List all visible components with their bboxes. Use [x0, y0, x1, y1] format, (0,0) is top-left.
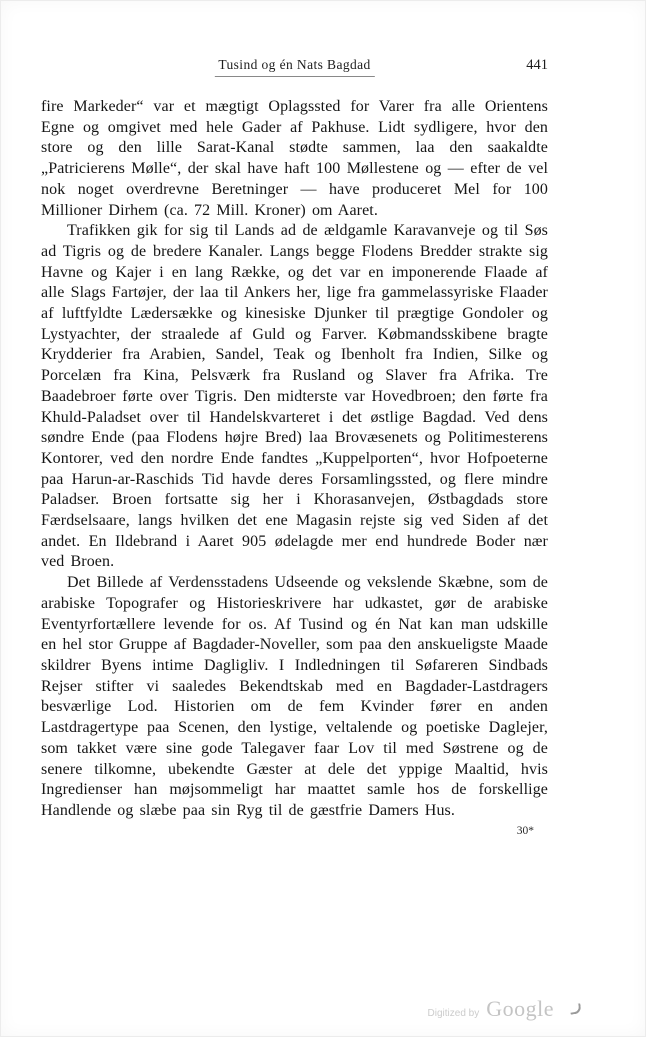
- paragraph-continuation: fire Markeder“ var et mægtigt Oplagssted for Varer fra alle Orientens Egne og omgivet med hele Gader af Pakhuse. Lidt sydligere, hvor den store og den lille Sarat-Kanal stødte sammen, laa den saakaldte „Patricierens Mølle“, der skal have haft 100 Møllestene og — efter de vel nok noget overdrevne Beretninger — have produceret Mel for 100 Millioner Dirhem (ca. 72 Mill. Kroner) om Aaret.: [41, 98, 548, 219]
- paragraph-stories: Det Billede af Verdensstadens Udseende og vekslende Skæbne, som de arabiske Topografer og Historieskrivere har udkastet, gør de arabiske Eventyrfortællere levende for os. Af Tusind og én Nat kan man udskille en hel stor Gruppe af Bagdader-Noveller, som paa den anskueligste Maade skildrer Byens intime Dagligliv. I Indledningen til Søfareren Sindbads Rejser stifter vi saaledes Bekendtskab med en Bagdader-Lastdragers besværlige Lod. Historien om de fem Kvinder fører en anden Lastdragertype paa Scenen, den lystige, veltalende og poetiske Daglejer, som takket være sine gode Talegaver faar Lov til med Søstrene og de senere tilkomne, ubekendte Gæster at dele det yppige Maaltid, hvis Ingredienser han møjsommeligt har maattet samle hos de forskellige Handlende og slæbe paa sin Ryg til de gæstfrie Damers Hus.: [41, 574, 548, 819]
- page-body: [41, 97, 548, 837]
- signature-mark: 30*: [516, 824, 534, 837]
- digitized-by-label: Digitized by: [427, 1008, 480, 1019]
- watermark: [428, 996, 581, 1022]
- google-logo: Google: [486, 996, 554, 1021]
- text-column: [41, 57, 548, 837]
- page-number: 441: [526, 57, 548, 73]
- paragraph-traffic: Trafikken gik for sig til Lands ad de ældgamle Karavanveje og til Søs ad Tigris og de bredere Kanaler. Langs begge Flodens Bredder strakte sig Havne og Kajer i en lang Række, og det var en imponerende Flaade af alle Slags Fartøjer, der laa til Ankers her, lige fra gammelassyriske Flaader af luftfyldte Lædersække og kinesiske Djunker til prægtige Gondoler og Lystyachter, der straalede af Guld og Farver. Købmandsskibene bragte Krydderier fra Arabien, Sandel, Teak og Ibenholt fra Indien, Silke og Porcelæn fra Kina, Pelsværk fra Rusland og Slaver fra Afrika. Tre Baadebroer førte over Tigris. Den midterste var Hovedbroen; den førte fra Khuld-Paladset over til Handelskvarteret i det østlige Bagdad. Ved dens søndre Ende (paa Flodens højre Bred) laa Brovæsenets og Politimesterens Kontorer, ved den nordre Ende fandtes „Kuppelporten“, hvor Hofpoeterne paa Harun-ar-Raschids Tid havde deres Forsamlingssted, og flere mindre Paladser. Broen fortsatte sig her i Khorasanvejen, Østbagdads store Færdselsaare, langs hvilken det ene Magasin rejste sig ved Siden af det andet. En Ildebrand i Aaret 905 ødelagde mer end hundrede Boder nær ved Broen.: [41, 222, 548, 571]
- running-head: [41, 57, 548, 81]
- page-header-title: Tusind og én Nats Bagdad: [214, 57, 374, 77]
- scan-artifact-mark: [569, 1003, 581, 1014]
